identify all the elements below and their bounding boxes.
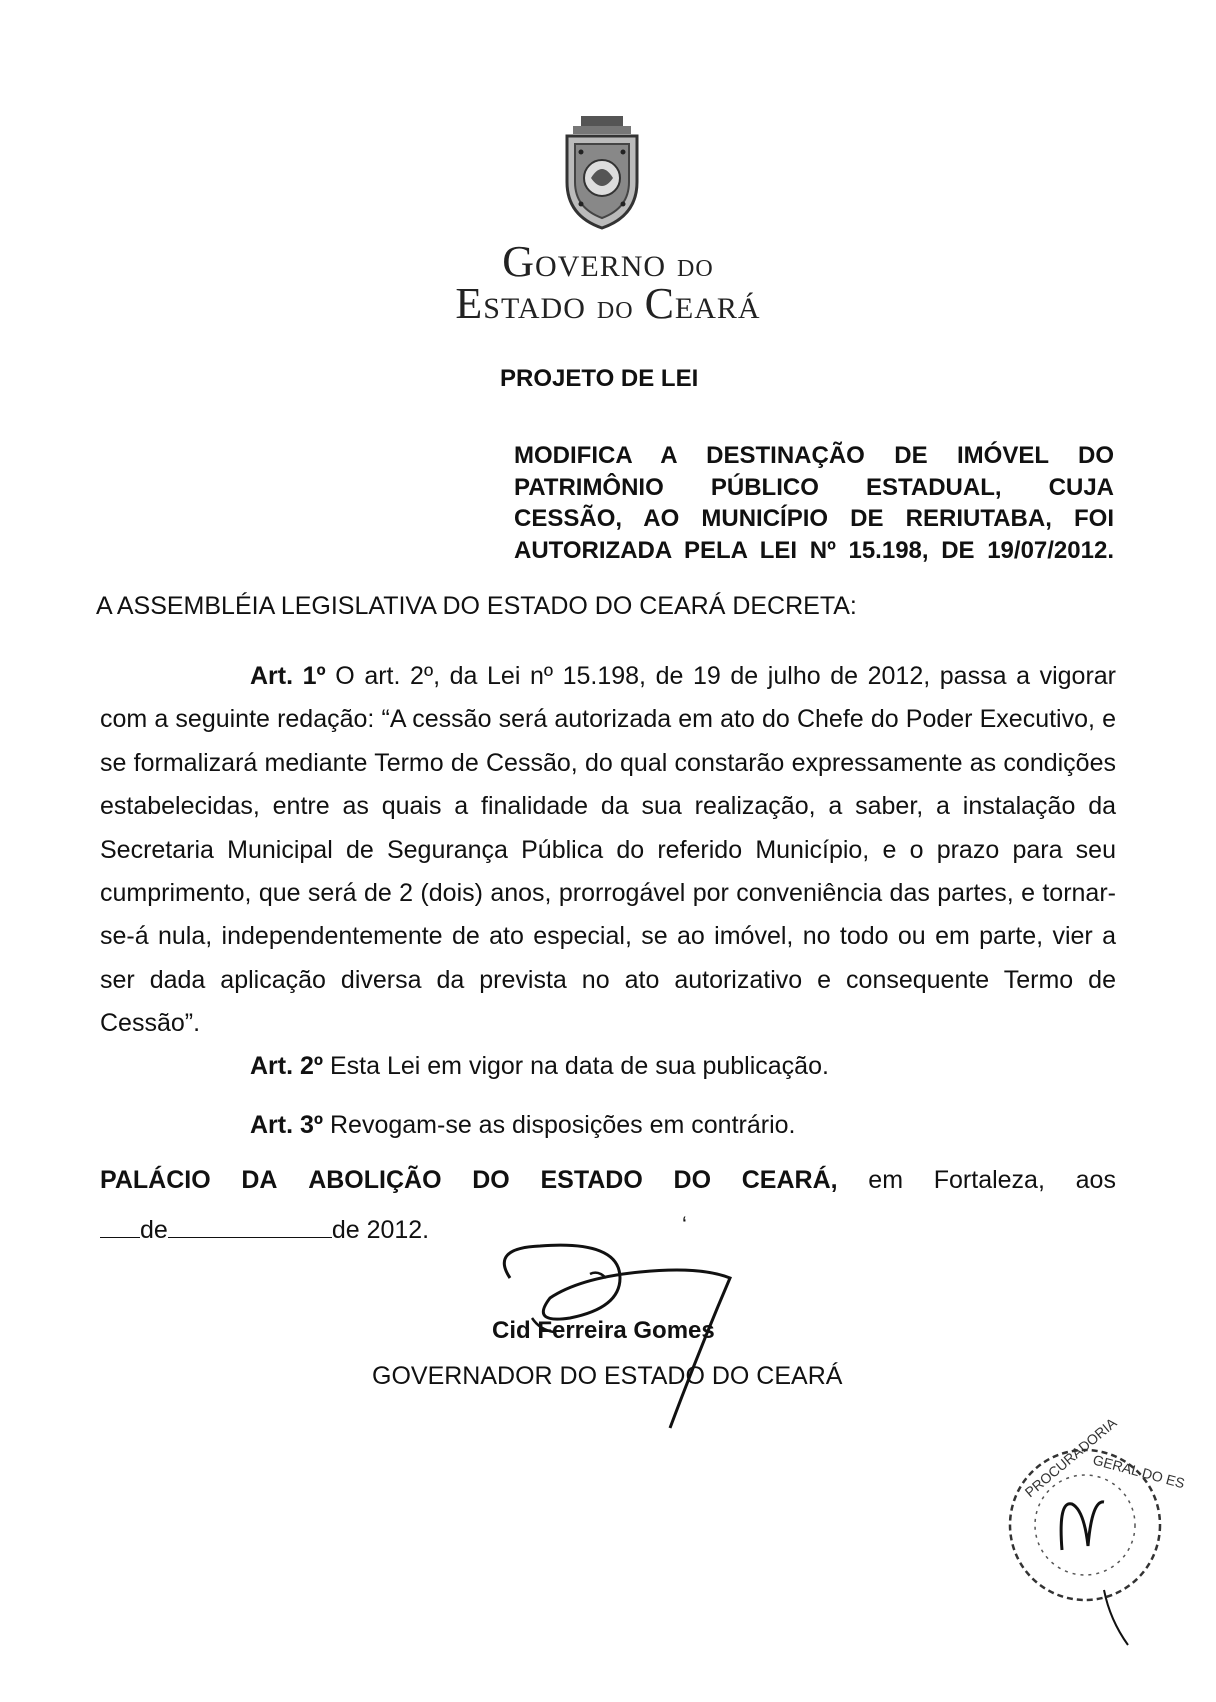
decreta-line: A ASSEMBLÉIA LEGISLATIVA DO ESTADO DO CEARÁ DECRETA:: [96, 592, 857, 620]
ementa-line: AUTORIZADA PELA LEI Nº 15.198, DE 19/07/2012.: [514, 536, 1114, 564]
ementa: [514, 440, 1114, 566]
article-2-text: Esta Lei em vigor na data de sua publicação.: [323, 1052, 829, 1080]
document-title: PROJETO DE LEI: [500, 365, 699, 392]
svg-text:GERAL DO ES: GERAL DO ES: [1091, 1451, 1187, 1492]
signatory-role: GOVERNADOR DO ESTADO DO CEARÁ: [372, 1362, 843, 1390]
svg-text:PROCURADORIA: PROCURADORIA: [1021, 1414, 1120, 1501]
date-line: de de 2012.: [100, 1215, 429, 1245]
article-2-label: Art. 2º: [250, 1052, 324, 1080]
header-government-line1: GOVERNO DO: [502, 237, 714, 286]
article-3-text: Revogam-se as disposições em contrário.: [323, 1111, 796, 1139]
signatory-name: Cid Ferreira Gomes: [492, 1317, 715, 1344]
ementa-line: CESSÃO, AO MUNICÍPIO DE RERIUTABA, FOI: [514, 505, 1114, 532]
header-government-line2: ESTADO DO CEARÁ: [455, 279, 761, 328]
ementa-line: PATRIMÔNIO PÚBLICO ESTADUAL, CUJA: [514, 473, 1114, 501]
stray-mark: ‘: [682, 1212, 687, 1237]
month-blank: [168, 1215, 332, 1238]
ementa-line: MODIFICA A DESTINAÇÃO DE IMÓVEL DO: [514, 442, 1114, 469]
procuradoria-stamp-icon: [1000, 1414, 1187, 1650]
day-blank: [100, 1215, 140, 1238]
article-1: [100, 655, 1116, 1046]
article-3-label: Art. 3º: [250, 1111, 324, 1139]
closing-palacio-line: PALÁCIO DA ABOLIÇÃO DO ESTADO DO CEARÁ, em Fortaleza, aos: [100, 1166, 1116, 1194]
article-3: [250, 1111, 795, 1140]
coat-of-arms-icon: [551, 112, 653, 232]
article-1-label: Art. 1º: [250, 662, 326, 690]
article-1-text: O art. 2º, da Lei nº 15.198, de 19 de julho de 2012, passa a vigorar com a seguinte redação: “A cessão será autorizada em ato do Chefe do Poder Executivo, e se formalizará mediante Termo de Cessão, do qual constarão expressamente as condições estabelecidas, entre as quais a finalidade da sua realização, a saber, a instalação da Secretaria Municipal de Segurança Pública do referido Município, e o prazo para seu cumprimento, que será de 2 (dois) anos, prorrogável por conveniência das partes, e tornar-se-á nula, independentemente de ato especial, se ao imóvel, no todo ou em parte, vier a ser dada aplicação diversa da prevista no ato autorizativo e consequente Termo de Cessão”.: [100, 662, 1116, 1038]
article-2: [250, 1052, 829, 1081]
